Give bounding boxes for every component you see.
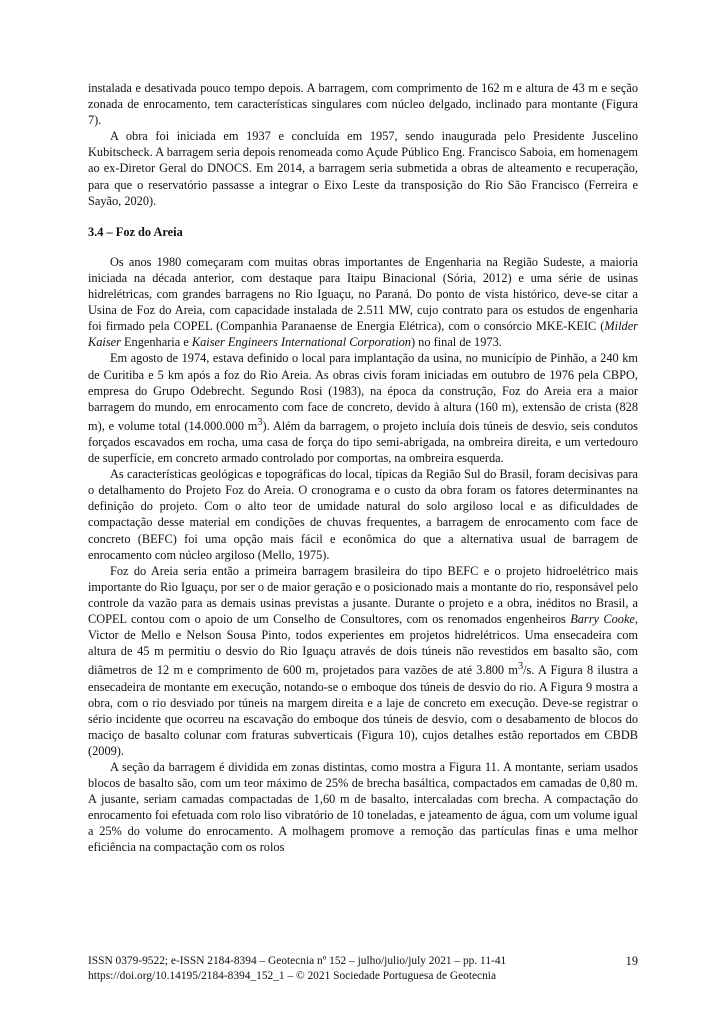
paragraph-foz-section: A seção da barragem é dividida em zonas distintas, como mostra a Figura 11. A montante, seriam usados blocos de basalto são, com um teor máximo de 25% de brecha basáltica, compactados em camadas de 0,80 m. A jusante, seriam camadas compactadas de 1,60 m de basalto, intercaladas com brecha. A compactação do enrocamento foi efetuada com rolo liso vibratório de 10 toneladas, e jateamento de água, com um volume igual a 25% do volume do enrocamento. A molhagem promove a remoção das partículas finas e uma melhor eficiência na compactação com os rolos xyxy=(88,759,638,855)
page-number: 19 xyxy=(625,954,638,968)
section-heading: 3.4 – Foz do Areia xyxy=(88,224,183,239)
body-text xyxy=(88,80,638,856)
paragraph-foz-location: Em agosto de 1974, estava definido o local para implantação da usina, no município de Pinhão, a 240 km de Curitiba e 5 km após a foz do Rio Areia. As obras civis foram iniciadas em outubro de 1976 pela CBPO, empresa do Grupo Odebrecht. Segundo Rosi (1983), na época da construção, Foz do Areia era a maior barragem do mundo, em enrocamento com face de concreto, devido à altura (160 m), extensão de crista (828 m), e volume total (14.000.000 $m^3$). Além da barragem, o projeto incluía dois túneis de desvio, seis condutos forçados escavados em rocha, uma casa de força do tipo semi-abrigada, na ombreira direita, e um vertedouro de superfície, em concreto armado controlado por comportas, na ombreira esquerda. xyxy=(88,351,638,466)
footer-issn: ISSN 0379-9522; e-ISSN 2184-8394 – Geotecnia nº 152 – julho/julio/july 2021 – pp. 11-41 xyxy=(88,955,507,967)
page-footer xyxy=(88,954,638,984)
paragraph-foz-intro: Os anos 1980 começaram com muitas obras importantes de Engenharia na Região Sudeste, a maioria iniciada na década anterior, com destaque para Itaipu Binacional (Sória, 2012) e uma série de usinas hidrelétricas, com grandes barragens no Rio Iguaçu, no Paraná. Do ponto de vista histórico, deve-se citar a Usina de Foz do Areia, com capacidade instalada de 2.511 MW, cujo contrato para os estudos de engenharia foi firmado pela COPEL (Companhia Paranaense de Energia Elétrica), com o consórcio MKE-KEIC (Milder Kaiser Engenharia e Kaiser Engineers International Corporation) no final de 1973. xyxy=(88,254,638,350)
paragraph-continuation: instalada e desativada pouco tempo depois. A barragem, com comprimento de 162 m e altura de 43 m e seção zonada de enrocamento, tem características singulares com núcleo delgado, inclinado para montante (Figura 7). xyxy=(88,81,638,128)
paragraph-foz-geology: As características geológicas e topográficas do local, típicas da Região Sul do Brasil, foram decisivas para o detalhamento do Projeto Foz do Areia. O cronograma e o custo da obra foram os fatores determinantes na definição do projeto. Com o alto teor de umidade natural do solo argiloso local e as dificuldades de compactação desse material em condições de chuvas frequentes, a barragem de enrocamento com face de concreto (BEFC) foi uma opção mais fácil e econômica do que a alternativa usual de barragem de enrocamento com núcleo argiloso (Mello, 1975). xyxy=(88,467,638,562)
footer-doi-link[interactable]: https://doi.org/10.14195/2184-8394_152_1 – © 2021 Sociedade Portuguesa de Geotecnia xyxy=(88,969,497,982)
paragraph-foz-befc: Foz do Areia seria então a primeira barragem brasileira do tipo BEFC e o projeto hidroelétrico mais importante do Rio Iguaçu, por ser o de maior geração e o posicionado mais a montante do rio, responsável pelo controle da vazão para as demais usinas previstas a jusante. Durante o projeto e a obra, inéditos no Brasil, a COPEL contou com o apoio de um Conselho de Consultores, com os renomados engenheiros Barry Cooke, Victor de Mello e Nelson Sousa Pinto, todos experientes em projetos hidrelétricos. Uma ensecadeira com altura de 45 m permitiu o desvio do Rio Iguaçu através de dois túneis não revestidos em basalto são, com diâmetros de 12 m e comprimento de 600 m, projetados para vazões de até 3.800 $m^3/s$. A Figura 8 ilustra a ensecadeira de montante em execução, notando-se o emboque dos túneis de desvio do rio. A Figura 9 mostra a obra, com o rio desviado por túneis na margem direita e a laje de concreto em execução. Deve-se registrar o sério incidente que ocorreu na escavação do emboque dos túneis de desvio, com o desabamento de blocos do maciço de basalto colunar com fraturas subverticais (Figura 10), cujos detalhes estão reportados em CBDB (2009). xyxy=(88,563,639,758)
paragraph-acude-history: A obra foi iniciada em 1937 e concluída em 1957, sendo inaugurada pelo Presidente Juscelino Kubitscheck. A barragem seria depois renomeada como Açude Público Eng. Francisco Saboia, em homenagem ao ex-Diretor Geral do DNOCS. Em 2014, a barragem seria submetida a obras de alteamento e recuperação, para que o reservatório passasse a integrar o Eixo Leste da transposição do Rio São Francisco (Ferreira e Sayão, 2020). xyxy=(88,129,638,208)
